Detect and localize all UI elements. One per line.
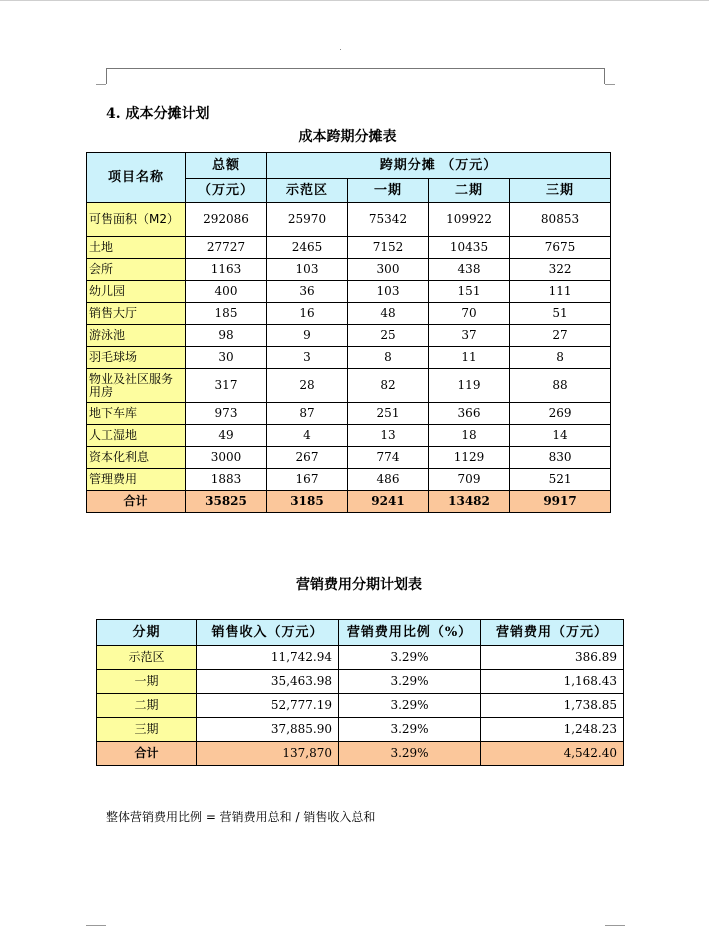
cost-cell: 82 — [348, 369, 429, 403]
section-heading: 4. 成本分摊计划 — [106, 106, 210, 122]
cost-cell: 88 — [510, 369, 611, 403]
mkt-header-ratio: 营销费用比例（%） — [339, 620, 481, 646]
cost-row-label: 资本化利息 — [87, 447, 186, 469]
cost-cell: 709 — [429, 469, 510, 491]
mkt-header-cost: 营销费用（万元） — [481, 620, 624, 646]
cost-row — [87, 425, 611, 447]
cost-total-cell: 9917 — [510, 491, 611, 513]
cost-cell: 3000 — [186, 447, 267, 469]
mkt-revenue-cell: 11,742.94 — [197, 646, 339, 670]
cost-cell: 28 — [267, 369, 348, 403]
cost-row-label: 游泳池 — [87, 325, 186, 347]
cost-row — [87, 303, 611, 325]
mkt-cost-cell: 1,168.43 — [481, 670, 624, 694]
cost-cell: 400 — [186, 281, 267, 303]
mkt-row-label: 三期 — [97, 718, 197, 742]
cost-row — [87, 281, 611, 303]
cost-cell: 8 — [348, 347, 429, 369]
cost-row-label: 地下车库 — [87, 403, 186, 425]
cost-cell: 11 — [429, 347, 510, 369]
cost-cell: 36 — [267, 281, 348, 303]
cost-cell: 251 — [348, 403, 429, 425]
cost-cell: 119 — [429, 369, 510, 403]
mkt-revenue-cell: 52,777.19 — [197, 694, 339, 718]
mkt-cost-cell: 1,738.85 — [481, 694, 624, 718]
cost-cell: 167 — [267, 469, 348, 491]
mkt-row-label: 二期 — [97, 694, 197, 718]
cost-cell: 7152 — [348, 237, 429, 259]
mkt-row-label: 示范区 — [97, 646, 197, 670]
cost-cell: 80853 — [510, 203, 611, 237]
cost-row-label: 管理费用 — [87, 469, 186, 491]
cost-cell: 14 — [510, 425, 611, 447]
cost-cell: 774 — [348, 447, 429, 469]
mkt-row — [97, 718, 624, 742]
cost-cell: 151 — [429, 281, 510, 303]
mkt-row-label: 一期 — [97, 670, 197, 694]
header-dot — [340, 49, 341, 50]
cost-cell: 111 — [510, 281, 611, 303]
margin-mark-top-left — [96, 84, 106, 85]
cost-cell: 103 — [348, 281, 429, 303]
cost-cell: 1129 — [429, 447, 510, 469]
cost-cell: 185 — [186, 303, 267, 325]
footnote: 整体营销费用比例 = 营销费用总和 / 销售收入总和 — [106, 810, 376, 824]
marketing-table-title: 营销费用分期计划表 — [296, 577, 422, 593]
cost-row-label: 销售大厅 — [87, 303, 186, 325]
header-corner-left — [106, 68, 115, 84]
cost-cell: 300 — [348, 259, 429, 281]
cost-allocation-table — [86, 152, 611, 513]
marketing-table-body — [97, 646, 624, 742]
cost-cell: 366 — [429, 403, 510, 425]
cost-cell: 8 — [510, 347, 611, 369]
margin-mark-bottom-right — [605, 925, 625, 926]
cost-cell: 521 — [510, 469, 611, 491]
cost-cell: 98 — [186, 325, 267, 347]
cost-table-title: 成本跨期分摊表 — [298, 129, 397, 145]
cost-cell: 317 — [186, 369, 267, 403]
cost-cell: 973 — [186, 403, 267, 425]
mkt-ratio-cell: 3.29% — [339, 718, 481, 742]
cost-total-cell: 3185 — [267, 491, 348, 513]
mkt-ratio-cell: 3.29% — [339, 670, 481, 694]
cost-cell: 103 — [267, 259, 348, 281]
cost-row — [87, 447, 611, 469]
cost-cell: 269 — [510, 403, 611, 425]
cost-row-label: 会所 — [87, 259, 186, 281]
cost-cell: 830 — [510, 447, 611, 469]
cost-total-cell: 13482 — [429, 491, 510, 513]
mkt-revenue-cell: 37,885.90 — [197, 718, 339, 742]
cost-row-label: 土地 — [87, 237, 186, 259]
cost-cell: 4 — [267, 425, 348, 447]
cost-cell: 322 — [510, 259, 611, 281]
marketing-plan-table — [96, 619, 624, 766]
cost-row — [87, 369, 611, 403]
mkt-revenue-cell: 35,463.98 — [197, 670, 339, 694]
cost-cell: 1163 — [186, 259, 267, 281]
cost-total-label: 合计 — [87, 491, 186, 513]
mkt-cost-cell: 386.89 — [481, 646, 624, 670]
cost-row — [87, 469, 611, 491]
cost-total-cell: 35825 — [186, 491, 267, 513]
cost-cell: 486 — [348, 469, 429, 491]
cost-cell: 70 — [429, 303, 510, 325]
cost-row-label: 可售面积（M2） — [87, 203, 186, 237]
header-period-group: 跨期分摊 （万元） — [267, 153, 611, 179]
cost-cell: 75342 — [348, 203, 429, 237]
cost-cell: 7675 — [510, 237, 611, 259]
mkt-total-revenue: 137,870 — [197, 742, 339, 766]
header-total: 总额 — [186, 153, 267, 179]
cost-cell: 16 — [267, 303, 348, 325]
mkt-total-row — [97, 742, 624, 766]
cost-cell: 3 — [267, 347, 348, 369]
cost-cell: 51 — [510, 303, 611, 325]
mkt-header-period: 分期 — [97, 620, 197, 646]
margin-mark-top-right — [605, 84, 615, 85]
mkt-ratio-cell: 3.29% — [339, 694, 481, 718]
cost-table-body — [87, 203, 611, 491]
cost-cell: 267 — [267, 447, 348, 469]
header-item-name: 项目名称 — [87, 153, 186, 203]
cost-cell: 18 — [429, 425, 510, 447]
mkt-total-cost: 4,542.40 — [481, 742, 624, 766]
cost-cell: 48 — [348, 303, 429, 325]
mkt-ratio-cell: 3.29% — [339, 646, 481, 670]
cost-cell: 292086 — [186, 203, 267, 237]
cost-row-label: 物业及社区服务用房 — [87, 369, 186, 403]
mkt-row — [97, 694, 624, 718]
header-period-1: 一期 — [348, 179, 429, 203]
header-rule — [106, 68, 605, 69]
cost-cell: 13 — [348, 425, 429, 447]
cost-cell: 37 — [429, 325, 510, 347]
cost-cell: 30 — [186, 347, 267, 369]
mkt-total-label: 合计 — [97, 742, 197, 766]
header-period-3: 三期 — [510, 179, 611, 203]
mkt-total-ratio: 3.29% — [339, 742, 481, 766]
header-period-demo: 示范区 — [267, 179, 348, 203]
margin-mark-bottom-left — [86, 925, 106, 926]
header-corner-right — [596, 68, 605, 84]
cost-total-cell: 9241 — [348, 491, 429, 513]
mkt-row — [97, 646, 624, 670]
cost-row — [87, 347, 611, 369]
mkt-header-revenue: 销售收入（万元） — [197, 620, 339, 646]
cost-cell: 109922 — [429, 203, 510, 237]
page-top-border — [0, 0, 709, 1]
cost-row — [87, 259, 611, 281]
cost-cell: 27727 — [186, 237, 267, 259]
cost-row-label: 羽毛球场 — [87, 347, 186, 369]
cost-cell: 1883 — [186, 469, 267, 491]
cost-row-label: 人工湿地 — [87, 425, 186, 447]
cost-cell: 49 — [186, 425, 267, 447]
cost-row — [87, 237, 611, 259]
header-period-2: 二期 — [429, 179, 510, 203]
cost-cell: 87 — [267, 403, 348, 425]
mkt-row — [97, 670, 624, 694]
cost-row — [87, 203, 611, 237]
cost-cell: 25970 — [267, 203, 348, 237]
cost-cell: 10435 — [429, 237, 510, 259]
header-total-unit: （万元） — [186, 179, 267, 203]
cost-total-row — [87, 491, 611, 513]
cost-cell: 25 — [348, 325, 429, 347]
cost-row — [87, 403, 611, 425]
cost-cell: 9 — [267, 325, 348, 347]
mkt-cost-cell: 1,248.23 — [481, 718, 624, 742]
cost-row — [87, 325, 611, 347]
cost-cell: 27 — [510, 325, 611, 347]
cost-cell: 2465 — [267, 237, 348, 259]
cost-cell: 438 — [429, 259, 510, 281]
cost-row-label: 幼儿园 — [87, 281, 186, 303]
